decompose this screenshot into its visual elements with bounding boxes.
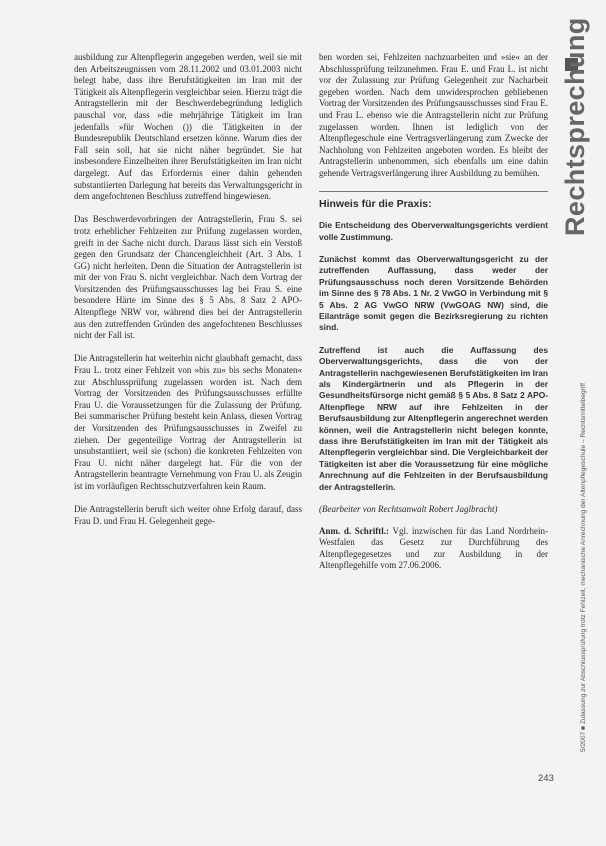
hint-paragraph-3: Zutreffend ist auch die Auffassung des Oberverwaltungsgerichts, dass die von der Antragstellerin nachgewiesenen Berufstätigkeiten im Iran als Kindergärtnerin und als Pflegerin in der Gesundheitsfürsorge nicht gemäß § 5 Abs. 8 Satz 2 APO-Altenpflege NRW auf ihre Fehlzeiten in der Berufsausbildung zur Altenpflegerin angerechnet werden können, weil die Antragstellerin nicht belegen konnte, dass ihre Berufstätigkeiten im Iran mit der Tätigkeit als Altenpflegerin vergleichbar sind. Die Vergleichbarkeit der Tätigkeiten ist aber die Voraussetzung für eine mögliche Anrechnung auf die Fehlzeiten in der Berufsausbildung der Antragstellerin. [319,344,548,492]
left-column [74,52,302,539]
note-label: Anm. d. Schriftl.: [319,525,390,536]
right-column [319,52,548,584]
section-title: Rechtsprechung [560,17,590,236]
hint-paragraph-2: Zunächst kommt das Oberverwaltungsgericht zu der zutreffenden Auffassung, dass weder der Prüfungsausschuss noch deren Vorsitzende Behörden im Sinne des § 78 Abs. 1 Nr. 2 VwGO in Verbindung mit § 5 Abs. 2 AG VwGO NRW (VwGOAG NW) sind, die Eilanträge somit gegen die Bezirksregierung zu richten sind. [319,253,548,333]
page-number: 243 [538,773,554,784]
practice-hint-box [319,197,548,493]
hint-paragraph-1: Die Entscheidung des Oberverwaltungsgerichts verdient volle Zustimmung. [319,220,548,242]
author-line: (Bearbeiter von Rechtsanwalt Robert Jaglbracht) [319,504,498,515]
note-text: Vgl. inzwischen für das Land Nordrhein-Westfalen das Gesetz zur Durchführung des Altenpflegegesetzes und zur Ausbildung in der Altenpflegehilfe vom 27.06.2006. [319,525,549,571]
running-footer: 5/2007 ■ Zulassung zur Abschlussprüfung trotz Fehlzeit, mechanische Anrechnung der Altenpflegeschule – Rechtsmittelbegriff [580,383,587,752]
right-paragraph-1: ben worden sei, Fehlzeiten nachzuarbeiten und »sie« an der Abschlussprüfung teilzunehmen. Frau E. und Frau L. ist nicht vor der Zulassung zur Prüfung Gelegenheit zur Nacharbeit gegeben worden. Nach dem unwidersprochen gebliebenen Vortrag der Vorsitzenden des Prüfungsausschusses sind Frau E. und Frau L. ebenso wie die Antragstellerin nicht zur Prüfung zugelassen worden. Ihnen ist lediglich von der Altenpflegeschule eine Vertragsverlängerung zum Zwecke der Nachholung von Fehlzeiten angeboten worden. Es bleibt der Antragstellerin unbenommen, sich ebenfalls um eine dahin gehende Vertragsverlängerung ihrer Ausbildung zu bemühen. [319,52,548,178]
left-paragraph-4: Die Antragstellerin beruft sich weiter ohne Erfolg darauf, dass Frau D. und Frau H. Gelegenheit gege- [74,504,302,526]
left-paragraph-3: Die Antragstellerin hat weiterhin nicht glaubhaft gemacht, dass Frau L. trotz einer Fehlzeit von »bis zu« bis sechs Monaten« zur Abschlussprüfung zugelassen worden ist. Nach dem Vortrag der Vorsitzenden des Prüfungsausschusses erfüllte Frau U. die Voraussetzungen für die Zulassung der Prüfung. Bei summarischer Prüfung besteht kein Anlass, diesen Vortrag der Vorsitzenden des Prüfungsausschusses in Zweifel zu ziehen. Der gegenteilige Vortrag der Antragstellerin ist unsubstantiiert, weil sie (schon) die konkreten Fehlzeiten von Frau U. nicht näher dargelegt hat. Für die von der Antragstellerin beantragte Vernehmung von Frau U. als Zeugin ist im vorläufigen Rechtsschutzverfahren kein Raum. [74,353,302,491]
hint-title: Hinweis für die Praxis: [319,198,432,211]
author-note [319,526,548,572]
left-paragraph-1: ausbildung zur Altenpflegerin angegeben werden, weil sie mit den Arbeitszeugnissen vom 28.11.2002 und 03.01.2003 nicht belegt habe, dass ihre Berufstätigkeiten im Iran mit der Tätigkeit als Altenpflegerin vergleichbar seien. Hierzu trägt die Antragstellerin mit der Beschwerdebegründung lediglich pauschal vor, dass »die mehrjährige Tätigkeit im Iran jedenfalls »für Wochen ()) die Tätigkeiten in der Bundesrepublik Deutschland ersetzen könne. Warum dies der Fall sein soll, hat sie nicht näher begründet. Sie hat insbesondere Einzelheiten ihrer Berufstätigkeiten im Iran nicht dargelegt. Auf das Erfordernis einer dahin gehenden substantiierten Darlegung hat bereits das Verwaltungsgericht in dem angefochtenen Beschluss zutreffend hingewiesen. [74,52,302,202]
left-paragraph-2: Das Beschwerdevorbringen der Antragstellerin, Frau S. sei trotz erheblicher Fehlzeiten zur Prüfung zugelassen worden, greift in der Sache nicht durch. Daraus lässt sich ein Verstoß gegen den Grundsatz der Chancengleichheit (Art. 3 Abs. 1 GG) nicht herleiten. Denn die Situation der Antragstellerin ist mit der von Frau S. nicht vergleichbar. Nach dem Vortrag der Vorsitzenden des Prüfungsausschusses lag bei Frau S. eine besondere Härte im Sinne des § 5 Abs. 8 Satz 2 APO-Altenpflege NRW vor, während dies bei der Antragstellerin aus den zutreffenden Gründen des angefochtenen Beschlusses nicht der Fall ist. [74,214,302,341]
divider [319,191,548,192]
